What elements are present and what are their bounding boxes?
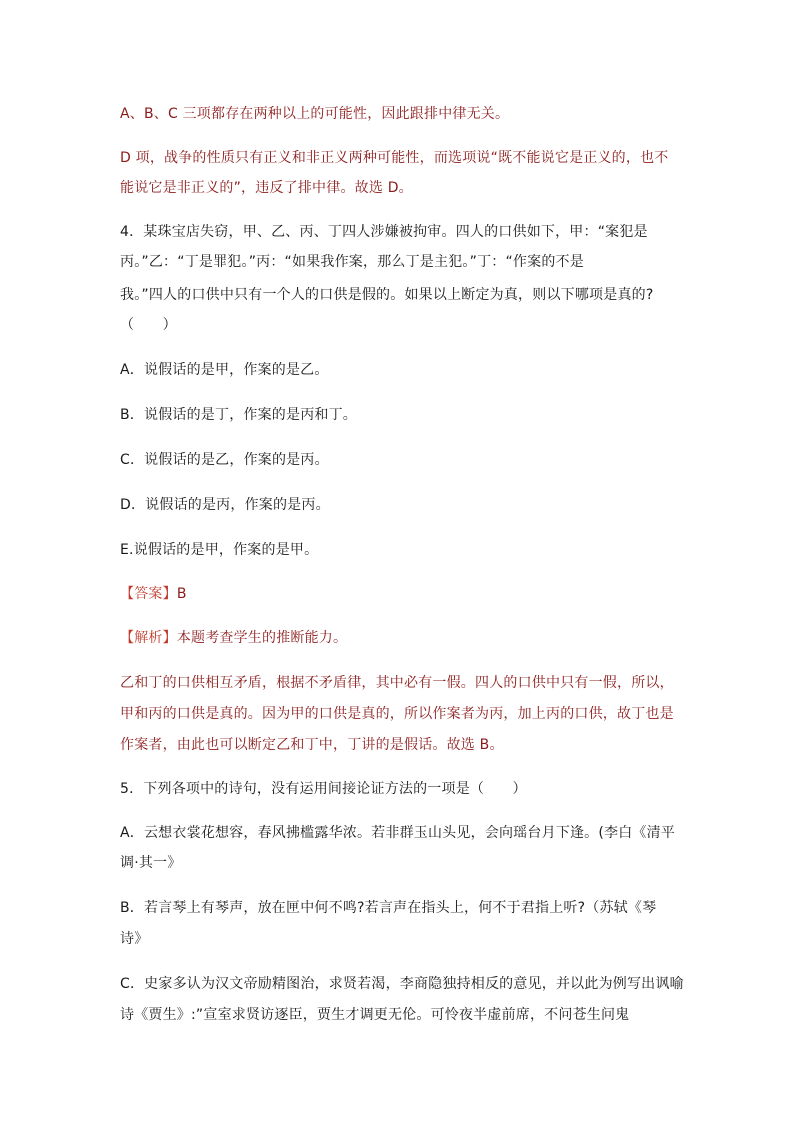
question-4-stem-line1: 4．某珠宝店失窃，甲、乙、丙、丁四人涉嫌被拘审。四人的口供如下，甲：“案犯是 [120,224,648,240]
question-5-option-c-line1: C．史家多认为汉文帝励精图治，求贤若渴，李商隐独持相反的意见，并以此为例写出讽喻 [120,976,684,992]
answer-value: B [176,586,187,602]
question-4-analysis-heading [120,628,347,648]
analysis-paragraph-d-line2: 能说它是非正义的”，违反了排中律。故选 D。 [120,180,413,196]
question-4-option-e: E.说假话的是甲，作案的是甲。 [120,542,319,558]
analysis-tag: 【解析】 [120,630,177,646]
analysis-intro: 本题考查学生的推断能力。 [176,630,348,646]
question-4-analysis-line1: 乙和丁的口供相互矛盾，根据不矛盾律，其中必有一假。四人的口供中只有一假，所以， [120,675,674,691]
question-4-analysis-line2: 甲和丙的口供是真的。因为甲的口供是真的，所以作案者为丙，加上丙的口供，故丁也是 [120,706,674,722]
analysis-paragraph-abc: A、B、C 三项都存在两种以上的可能性，因此跟排中律无关。 [120,106,510,122]
question-4-stem-line2: 丙。”乙：“丁是罪犯。”丙：“如果我作案，那么丁是主犯。”丁：“作案的不是 [120,254,584,270]
question-4-option-a: A．说假话的是甲，作案的是乙。 [120,362,329,378]
question-5-option-a-line1: A．云想衣裳花想容，春风拂槛露华浓。若非群玉山头见，会向瑶台月下逢。(李白《清平 [120,825,676,841]
question-4-option-c: C．说假话的是乙，作案的是丙。 [120,452,329,468]
analysis-paragraph-d-line1: D 项，战争的性质只有正义和非正义两种可能性，而选项说“既不能说它是正义的，也不 [120,150,669,166]
question-5-option-b-line1: B．若言琴上有琴声，放在匣中何不鸣?若言声在指头上，何不于君指上听?（苏轼《琴 [120,900,657,916]
answer-tag: 【答案】 [120,586,177,602]
question-5-option-c-line2: 诗《贾生》:”宣室求贤访逐臣，贾生才调更无伦。可怜夜半虚前席，不问苍生问鬼 [120,1007,630,1023]
question-4-answer [120,584,187,604]
question-4-stem-line4: （ ） [120,317,177,333]
question-4-option-d: D．说假话的是丙，作案的是丙。 [120,497,330,513]
question-5-option-a-line2: 调·其一》 [120,855,182,871]
question-4-option-b: B．说假话的是丁，作案的是丙和丁。 [120,407,358,423]
question-4-analysis-line3: 作案者，由此也可以断定乙和丁中，丁讲的是假话。故选 B。 [120,737,504,753]
question-5-stem: 5．下列各项中的诗句，没有运用间接论证方法的一项是（ ） [120,781,527,797]
question-4-stem-line3: 我。”四人的口供中只有一个人的口供是假的。如果以上断定为真，则以下哪项是真的? [120,287,654,303]
question-5-option-b-line2: 诗》 [120,931,149,947]
